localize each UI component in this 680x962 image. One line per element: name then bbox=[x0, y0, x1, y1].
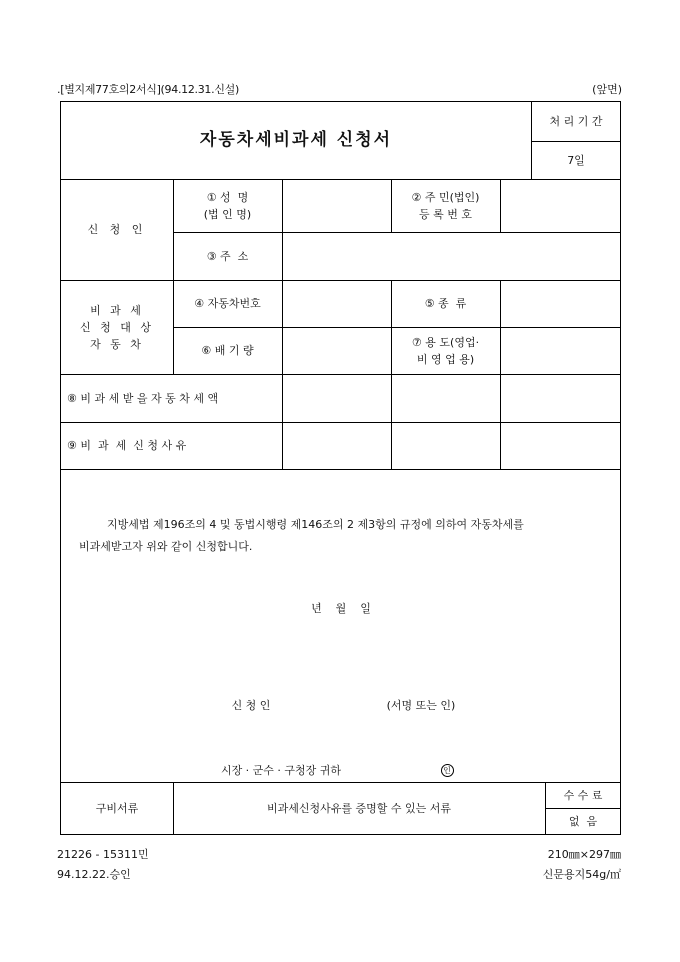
fee-value: 없 음 bbox=[568, 815, 598, 828]
form-frame bbox=[60, 101, 621, 835]
form-code: 21226 - 15311민 bbox=[57, 848, 149, 861]
vehicle-section-line1: 비 과 세 bbox=[90, 303, 144, 317]
seal-mark-text: 인 bbox=[441, 764, 454, 777]
name-label bbox=[173, 179, 282, 232]
name-label-line1: ① 성 명 bbox=[206, 190, 249, 204]
addressee: 시장 · 군수 · 구청장 귀하 bbox=[220, 763, 342, 777]
displacement-field[interactable] bbox=[282, 327, 391, 374]
vehicle-section-label bbox=[61, 280, 173, 374]
required-docs-label: 구비서류 bbox=[95, 802, 139, 815]
vehicle-type-label: ⑤ 종 류 bbox=[424, 297, 467, 310]
form-title: 자동차세비과세 신청서 bbox=[199, 130, 393, 150]
fee-label: 수 수 료 bbox=[563, 788, 603, 802]
applicant-section-label: 신 청 인 bbox=[87, 223, 147, 236]
processing-period-value: 7일 bbox=[567, 153, 585, 167]
name-label-line2: (법 인 명) bbox=[203, 207, 252, 221]
seal-mark bbox=[437, 760, 457, 780]
tax-amount-field-2[interactable] bbox=[391, 374, 500, 422]
resident-number-label-line1: ② 주 민(법인) bbox=[411, 190, 480, 204]
resident-number-field[interactable] bbox=[500, 179, 621, 232]
page-side-label: (앞면) bbox=[592, 83, 622, 96]
displacement-label: ⑥ 배 기 량 bbox=[201, 344, 254, 357]
address-field[interactable] bbox=[282, 232, 621, 280]
vehicle-section-line3: 자 동 차 bbox=[90, 337, 144, 351]
usage-label-line2: 비 영 업 용) bbox=[416, 352, 475, 366]
approval-date: 94.12.22.승인 bbox=[57, 868, 131, 881]
signer-label: 신 청 인 bbox=[231, 698, 271, 712]
reason-field-1[interactable] bbox=[282, 422, 391, 469]
vehicle-type-field[interactable] bbox=[500, 280, 621, 327]
usage-label-line1: ⑦ 용 도(영업· bbox=[411, 335, 480, 349]
tax-amount-field-1[interactable] bbox=[282, 374, 391, 422]
resident-number-label bbox=[391, 179, 500, 232]
date-line: 년 월 일 bbox=[311, 601, 371, 615]
reason-field-2[interactable] bbox=[391, 422, 500, 469]
statement-line2: 비과세받고자 위와 같이 신청합니다. bbox=[79, 540, 253, 553]
statement-line1: 지방세법 제196조의 4 및 동법시행령 제146조의 2 제3항의 규정에 의하여 자동차세를 bbox=[107, 518, 524, 531]
vehicle-number-field[interactable] bbox=[282, 280, 391, 327]
reason-field-3[interactable] bbox=[500, 422, 621, 469]
tax-amount-label: ⑧ 비 과 세 받 을 자 동 차 세 액 bbox=[67, 391, 219, 405]
resident-number-label-line2: 등 록 번 호 bbox=[419, 207, 472, 221]
required-docs-value: 비과세신청사유를 증명할 수 있는 서류 bbox=[266, 802, 451, 815]
paper-size: 210㎜×297㎜ bbox=[547, 848, 621, 861]
name-field[interactable] bbox=[282, 179, 391, 232]
vehicle-number-label: ④ 자동차번호 bbox=[194, 297, 261, 310]
signature-note: (서명 또는 인) bbox=[386, 698, 456, 712]
tax-amount-field-3[interactable] bbox=[500, 374, 621, 422]
statement bbox=[79, 514, 609, 558]
form-reference: .[별지제77호의2서식](94.12.31.신설) bbox=[57, 83, 239, 96]
address-label: ③ 주 소 bbox=[206, 249, 249, 263]
processing-period-label: 처 리 기 간 bbox=[549, 115, 603, 128]
usage-field[interactable] bbox=[500, 327, 621, 374]
vehicle-section-line2: 신 청 대 상 bbox=[80, 320, 154, 334]
paper-type: 신문용지54g/㎡ bbox=[542, 868, 621, 881]
usage-label bbox=[391, 327, 500, 374]
reason-label: ⑨ 비 과 세 신 청 사 유 bbox=[67, 439, 187, 452]
